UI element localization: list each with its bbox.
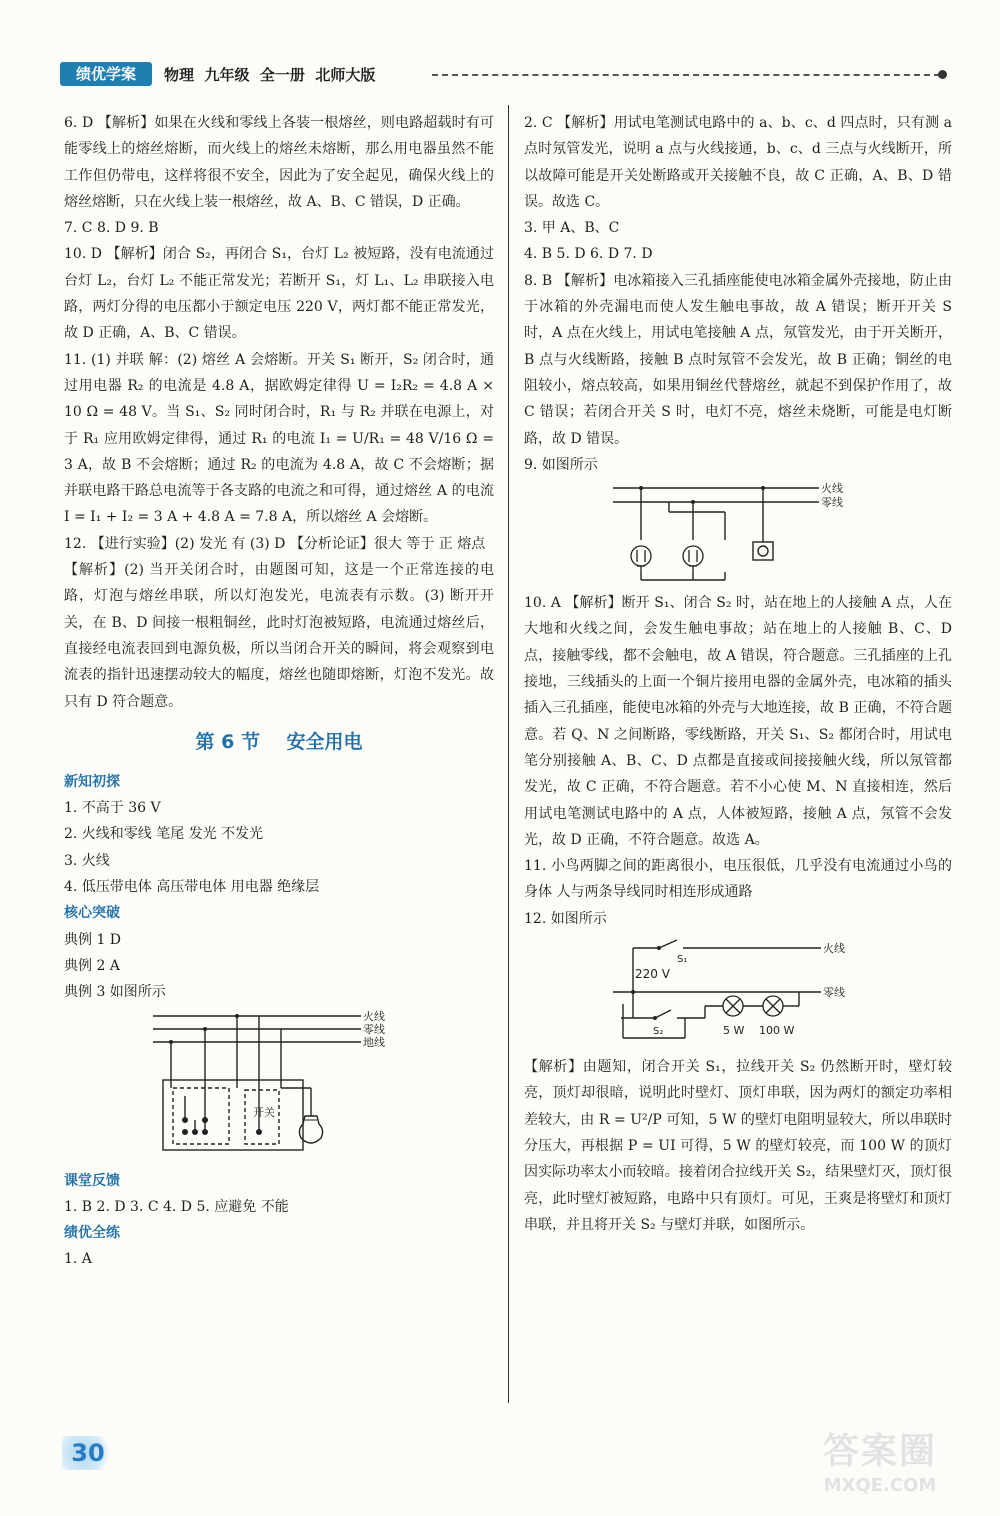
- lamp-5w-icon: [723, 996, 743, 1016]
- example-1: 典例 1 D: [64, 931, 122, 948]
- example-3: 典例 3 如图所示: [64, 984, 166, 1001]
- ketang-answers: 1. B 2. D 3. C 4. D 5. 应避免 不能: [64, 1198, 289, 1215]
- answer-r-q2: 2. C 【解析】用试电笔测试电路中的 a、b、c、d 四点时，只有测 a 点时氖管发光，说明 a 点与火线接通，b、c、d 三点与火线断开，所以故障可能是开关处断路或开关接触不良，故 C 正确，A、B、D 错误。故选 C。: [524, 115, 952, 210]
- answer-q6: 6. D 【解析】如果在火线和零线上各装一根熔丝，则电路超载时有可能零线上的熔丝熔断，而火线上的熔丝未熔断，那么用电器虽然不能工作但仍带电，这样将很不安全，因此为了安全起见，确保火线上的熔丝熔断，只在火线上装一根熔丝，故 A、B、C 错误，D 正确。: [64, 115, 494, 210]
- lamp-1-icon: [631, 546, 651, 572]
- answer-r-q12-analysis: 【解析】由题知，闭合开关 S₁，拉线开关 S₂ 仍然断开时，壁灯较亮，顶灯却很暗，说明此时壁灯、顶灯串联，因为两灯的额定功率相差较大，由 R = U²/P 可知，5 W 的壁灯电阻明显较大，所以串联时分压大，再根据 P = UI 可得，5 W 的壁灯较亮，而 100 W 的顶灯因实际功率太小而较暗。接着闭合拉线开关 S₂，结果壁灯灭，顶灯很亮，此时壁灯被短路，电路中只有顶灯。可见，王爽是将壁灯和顶灯串联，并且将开关 S₂ 与壁灯并联，如图所示。: [524, 1059, 952, 1233]
- q12-circuit-diagram: [613, 934, 863, 1048]
- header-dot-icon: [938, 70, 947, 79]
- answer-q10: 10. D 【解析】闭合 S₂，再闭合 S₁，台灯 L₂ 被短路，没有电流通过台灯 L₂，台灯 L₂ 不能正常发光；若断开 S₁，灯 L₁、L₂ 串联接入电路，两灯分得的电压都小于额定电压 220 V，两灯都不能正常发光，故 D 正确，A、B、C 错误。: [64, 246, 494, 342]
- watermark-text: 答案圈: [822, 1431, 937, 1472]
- page-number: 30: [62, 1436, 114, 1470]
- series-logo: 绩优学案: [60, 62, 152, 86]
- answer-r-q12: 12. 如图所示: [524, 910, 607, 927]
- example-2: 典例 2 A: [64, 957, 120, 974]
- left-column: [64, 110, 494, 1273]
- s2-label: S₂: [653, 1026, 664, 1038]
- answer-r-q10: 10. A 【解析】断开 S₁、闭合 S₂ 时，站在地上的人接触 A 点，人在大地和火线之间，会发生触电事故；站在地上的人接触 B、C、D 点，接触零线，都不会触电，故 A 错误，符合题意。三孔插座的上孔接地，三线插头的上面一个铜片接用电器的金属外壳，电冰箱的插头插入三孔插座，能使电冰箱的外壳与大地连接，故 B 正确，不符合题意。若 Q、N 之间断路，零线断路，开关 S₁、S₂ 都闭合时，用试电笔分别接触 A、B、C、D 点都是直接或间接接触火线，所以氖管都发光，故 C 正确，不符合题意。若不小心使 M、N 直接相连，然后用试电笔测试电路中的 A 点，人体被短路，接触 A 点，氖管不会发光，故 D 正确，不符合题意。故选 A。: [524, 595, 952, 848]
- watermark: [800, 1430, 960, 1506]
- neutral-wire-label: 零线: [363, 1022, 385, 1036]
- voltage-label: 220 V: [635, 967, 670, 982]
- lamp-100w-icon: [763, 996, 783, 1016]
- switch-label: 开关: [253, 1105, 275, 1119]
- header-rule: [432, 74, 940, 76]
- example-3-circuit-diagram: [149, 1008, 409, 1162]
- answer-q7-9: 7. C 8. D 9. B: [64, 220, 159, 237]
- subsection-ketang: 课堂反馈: [64, 1172, 120, 1189]
- column-divider: [508, 105, 509, 1403]
- subsection-hexin: 核心突破: [64, 905, 120, 922]
- right-column: [524, 110, 952, 1238]
- answer-q12: 12. 【进行实验】(2) 发光 有 (3) D 【分析论证】很大 等于 正 熔点: [64, 535, 486, 552]
- book-subject: 物理 九年级 全一册 北师大版: [164, 66, 376, 84]
- q9-live-label: 火线: [821, 482, 843, 496]
- watermark-url: MXQE.COM: [823, 1475, 937, 1496]
- jiyou-1: 1. A: [64, 1251, 92, 1268]
- answer-r-q4-7: 4. B 5. D 6. D 7. D: [524, 246, 653, 263]
- ground-wire-label: 地线: [363, 1035, 385, 1049]
- q12-live-label: 火线: [823, 942, 845, 956]
- xinzhi-2: 2. 火线和零线 笔尾 发光 不发光: [64, 826, 264, 843]
- xinzhi-1: 1. 不高于 36 V: [64, 800, 161, 817]
- q12-neutral-label: 零线: [823, 986, 845, 1000]
- lamp-5w-label: 5 W: [723, 1024, 745, 1038]
- s1-label: S₁: [677, 954, 688, 966]
- lamp-2-icon: [683, 546, 703, 572]
- answer-r-q11: 11. 小鸟两脚之间的距离很小，电压很低，几乎没有电流通过小鸟的身体 人与两条导线同时相连形成通路: [524, 858, 952, 901]
- answer-r-q9: 9. 如图所示: [524, 456, 598, 473]
- xinzhi-3: 3. 火线: [64, 852, 110, 869]
- q9-neutral-label: 零线: [821, 496, 843, 510]
- answer-q12-analysis: 【解析】(2) 当开关闭合时，由题图可知，这是一个正常连接的电路，灯泡与熔丝串联，所以灯泡发光，电流表有示数。(3) 断开开关，在 B、D 间接一根粗铜丝，此时灯泡被短路，电流通过熔丝后，直接经电流表回到电源负极，所以当闭合开关的瞬间，将会观察到电流表的指针迅速摆动较大的幅度，熔丝也随即熔断，灯泡不发光。故只有 D 符合题意。: [64, 562, 494, 710]
- page-header: [60, 60, 950, 90]
- live-wire-label: 火线: [363, 1009, 385, 1023]
- xinzhi-4: 4. 低压带电体 高压带电体 用电器 绝缘层: [64, 879, 320, 896]
- q9-circuit-diagram: [613, 480, 863, 584]
- answer-q11: 11. (1) 并联 解：(2) 熔丝 A 会熔断。开关 S₁ 断开，S₂ 闭合时，通过用电器 R₂ 的电流是 4.8 A，据欧姆定律得 U = I₂R₂ = 4.8 A × 10 Ω = 48 V。当 S₁、S₂ 同时闭合时，R₁ 与 R₂ 并联在电源上，对于 R₁ 应用欧姆定律得，通过 R₁ 的电流 I₁ = U/R₁ = 48 V/16 Ω = 3 A，故 B 不会熔断；通过 R₂ 的电流为 4.8 A，故 C 不会熔断；据并联电路干路总电流等于各支路的电流之和可得，通过熔丝 A 的电流 I = I₁ + I₂ = 3 A + 4.8 A = 7.8 A，所以熔丝 A 会熔断。: [64, 351, 494, 526]
- answer-r-q8: 8. B 【解析】电冰箱接入三孔插座能使电冰箱金属外壳接地，防止由于冰箱的外壳漏电而使人发生触电事故，故 A 错误；断开开关 S 时，A 点在火线上，用试电笔接触 A 点，氖管发光，由于开关断开，B 点与火线断路，接触 B 点时氖管不会发光，故 B 正确；铜丝的电阻较小，熔点较高，如果用铜丝代替熔丝，就起不到保护作用了，故 C 错误；若闭合开关 S 时，电灯不亮，熔丝未烧断，可能是电灯断路，故 D 错误。: [524, 272, 952, 447]
- lamp-100w-label: 100 W: [759, 1024, 795, 1038]
- section-title: 第 6 节 安全用电: [195, 730, 363, 753]
- subsection-xinzhi: 新知初探: [64, 773, 120, 790]
- answer-r-q3: 3. 甲 A、B、C: [524, 220, 620, 237]
- subsection-jiyou: 绩优全练: [64, 1225, 120, 1242]
